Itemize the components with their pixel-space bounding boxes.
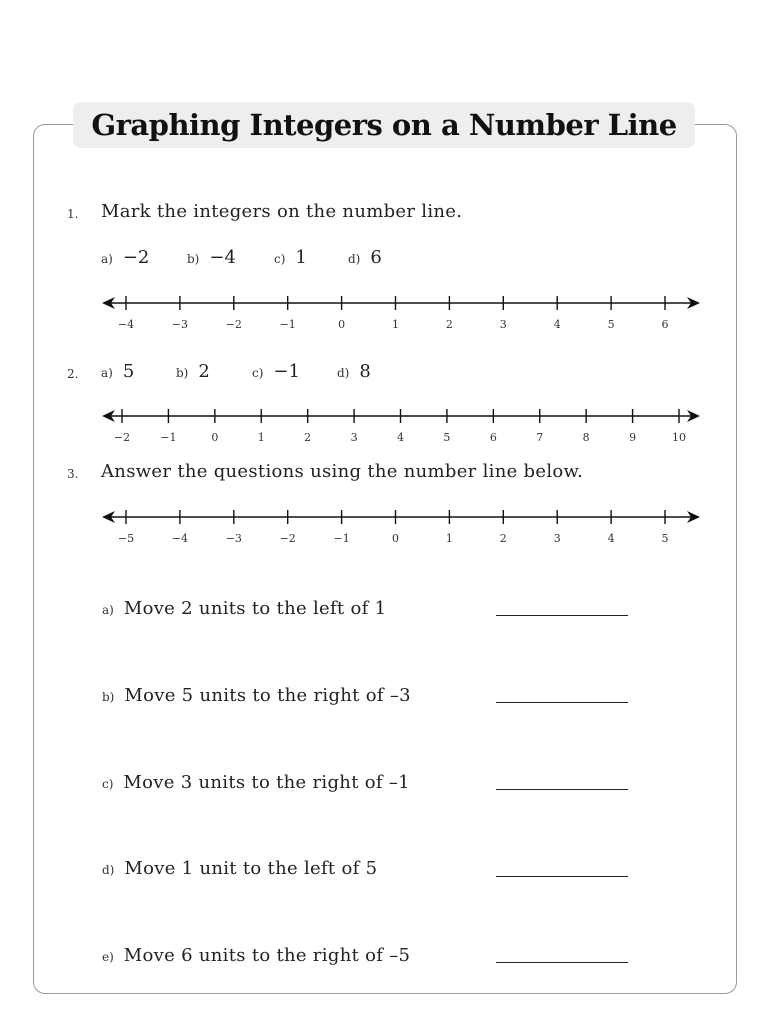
q3-task-b xyxy=(102,685,411,706)
tick-label: 0 xyxy=(338,318,346,331)
question-3-instruction: Answer the questions using the number line below. xyxy=(101,461,584,482)
question-3-number: 3. xyxy=(67,467,79,481)
q3-task-a xyxy=(102,598,386,619)
item-label: c) xyxy=(274,252,286,266)
q1-item-d xyxy=(348,247,382,268)
tick-label: −2 xyxy=(279,532,296,545)
answer-blank-d[interactable] xyxy=(496,876,628,877)
tick-label: 6 xyxy=(489,431,497,444)
question-2-number: 2. xyxy=(67,367,79,381)
tick-label: 9 xyxy=(629,431,637,444)
tick-label: 1 xyxy=(257,431,265,444)
item-value: −4 xyxy=(209,247,236,268)
tick-label: 6 xyxy=(661,318,669,331)
question-1-number: 1. xyxy=(67,207,79,221)
number-line-q2[interactable] xyxy=(100,405,704,445)
tick-label: 1 xyxy=(445,532,453,545)
q2-item-c xyxy=(252,361,300,382)
item-value: 2 xyxy=(198,361,210,382)
q2-item-a xyxy=(101,361,134,382)
task-text: Move 2 units to the left of 1 xyxy=(123,598,387,619)
tick-label: −3 xyxy=(225,532,242,545)
tick-label: 0 xyxy=(211,431,219,444)
tick-label: 3 xyxy=(553,532,561,545)
tick-label: 3 xyxy=(350,431,358,444)
tick-label: 2 xyxy=(445,318,453,331)
q2-item-b xyxy=(176,361,210,382)
tick-label: 8 xyxy=(582,431,590,444)
page-title: Graphing Integers on a Number Line xyxy=(91,108,677,142)
q1-item-b xyxy=(187,247,236,268)
answer-blank-b[interactable] xyxy=(496,702,628,703)
tick-label: −4 xyxy=(171,532,189,545)
item-label: b) xyxy=(187,252,200,266)
tick-label: −2 xyxy=(225,318,242,331)
item-value: 6 xyxy=(370,247,382,268)
tick-label: 5 xyxy=(443,431,451,444)
item-label: b) xyxy=(176,366,189,380)
answer-blank-c[interactable] xyxy=(496,789,628,790)
item-value: 1 xyxy=(295,247,307,268)
item-value: −2 xyxy=(122,247,150,268)
tick-label: −2 xyxy=(113,431,131,444)
title-banner xyxy=(73,102,695,148)
item-label: a) xyxy=(101,366,113,380)
item-value: −1 xyxy=(273,361,300,382)
tick-label: −5 xyxy=(117,532,135,545)
answer-blank-e[interactable] xyxy=(496,962,628,963)
q1-item-c xyxy=(274,247,307,268)
tick-label: 5 xyxy=(661,532,669,545)
tick-label: −1 xyxy=(279,318,296,331)
tick-label: 7 xyxy=(536,431,544,444)
task-text: Move 3 units to the right of –1 xyxy=(123,772,410,793)
answer-blank-a[interactable] xyxy=(496,615,628,616)
task-label: c) xyxy=(102,777,114,791)
task-text: Move 1 unit to the left of 5 xyxy=(124,858,378,879)
tick-label: 5 xyxy=(607,318,615,331)
item-label: c) xyxy=(252,366,264,380)
tick-label: 2 xyxy=(499,532,507,545)
q2-item-d xyxy=(337,361,371,382)
q1-item-a xyxy=(101,247,149,268)
tick-label: 4 xyxy=(397,431,404,444)
task-label: a) xyxy=(102,603,114,617)
item-value: 5 xyxy=(122,361,135,382)
number-line-q3[interactable] xyxy=(100,506,704,546)
item-value: 8 xyxy=(359,361,371,382)
tick-label: 4 xyxy=(553,318,561,331)
tick-label: −4 xyxy=(117,318,135,331)
tick-label: −1 xyxy=(160,431,177,444)
tick-label: 10 xyxy=(672,431,686,444)
tick-label: −3 xyxy=(171,318,189,331)
task-text: Move 5 units to the right of –3 xyxy=(124,685,411,706)
task-label: e) xyxy=(102,950,114,964)
question-1-instruction: Mark the integers on the number line. xyxy=(101,201,463,222)
task-label: b) xyxy=(102,690,115,704)
number-line-q1[interactable] xyxy=(100,292,704,332)
item-label: a) xyxy=(101,252,113,266)
q3-task-c xyxy=(102,772,410,793)
task-label: d) xyxy=(102,863,115,877)
q3-task-d xyxy=(102,858,377,879)
tick-label: 1 xyxy=(392,318,399,331)
q3-task-e xyxy=(102,945,410,966)
tick-label: 3 xyxy=(499,318,507,331)
item-label: d) xyxy=(337,366,350,380)
tick-label: 0 xyxy=(392,532,399,545)
item-label: d) xyxy=(348,252,361,266)
tick-label: 4 xyxy=(607,532,615,545)
task-text: Move 6 units to the right of –5 xyxy=(123,945,411,966)
tick-label: 2 xyxy=(304,431,312,444)
tick-label: −1 xyxy=(333,532,350,545)
